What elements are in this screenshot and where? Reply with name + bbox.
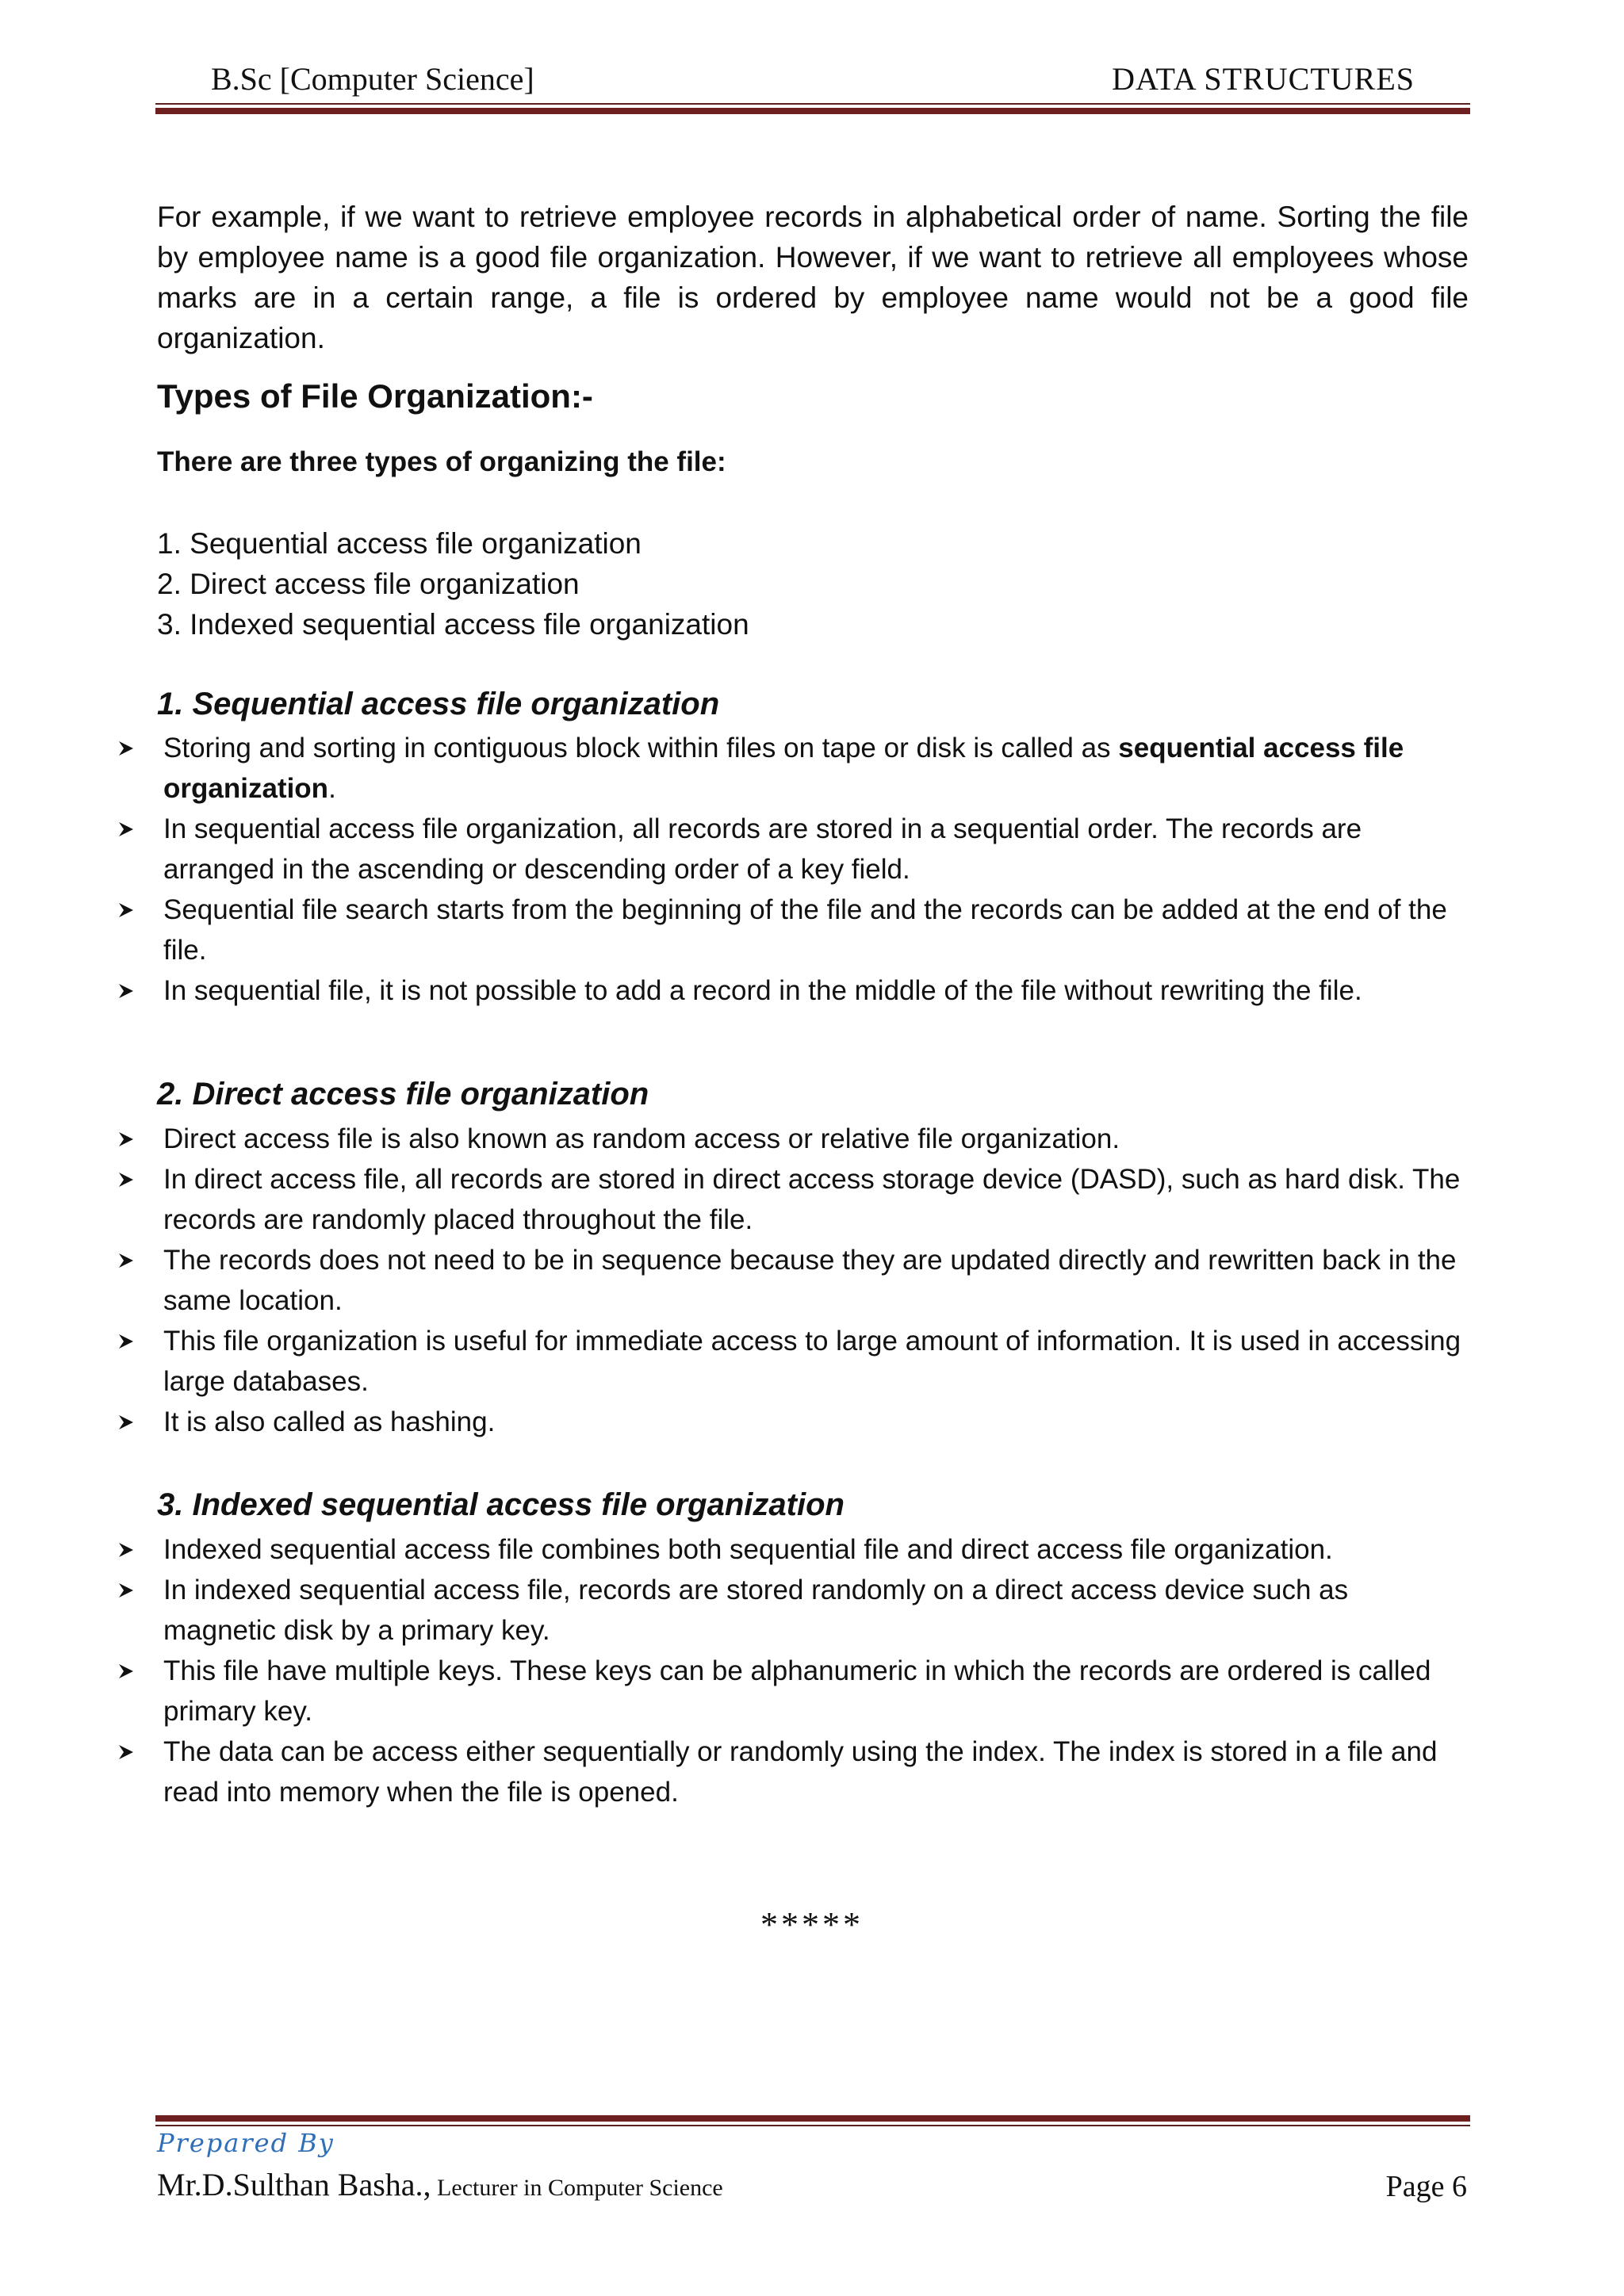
bullet-bold-term: sequential access file organization xyxy=(163,733,1404,804)
arrow-bullet-icon xyxy=(117,982,135,1000)
list-item xyxy=(117,1240,1465,1321)
list-item xyxy=(117,728,1465,809)
arrow-bullet-icon xyxy=(117,740,135,757)
arrow-bullet-icon xyxy=(117,1541,135,1559)
header-subject: DATA STRUCTURES xyxy=(1112,61,1415,97)
direct-bullets xyxy=(117,1119,1465,1442)
sequential-bullets xyxy=(117,728,1465,1011)
bullet-text: In indexed sequential access file, records are stored randomly on a direct access device such as magnetic disk by a primary key. xyxy=(163,1575,1349,1646)
end-marker: ***** xyxy=(760,1905,864,1944)
bullet-text: Sequential file search starts from the beginning of the file and the records can be added at the end of the file. xyxy=(163,894,1447,966)
types-heading: Types of File Organization:- xyxy=(157,377,593,415)
page-number: Page 6 xyxy=(1385,2170,1467,2203)
list-item xyxy=(117,970,1465,1011)
prepared-by-label: Prepared By xyxy=(157,2128,335,2158)
arrow-bullet-icon xyxy=(117,901,135,919)
list-item xyxy=(117,1159,1465,1240)
bullet-text: Storing and sorting in contiguous block within files on tape or disk is called as xyxy=(163,733,1119,763)
section-title-sequential: 1. Sequential access file organization xyxy=(157,687,720,721)
header-rule-thick xyxy=(155,108,1470,114)
section-title-indexed: 3. Indexed sequential access file organization xyxy=(157,1487,845,1522)
list-item: 2. Direct access file organization xyxy=(157,568,580,600)
list-item xyxy=(117,1402,1465,1442)
arrow-bullet-icon xyxy=(117,1333,135,1350)
bullet-text: Direct access file is also known as random access or relative file organization. xyxy=(163,1123,1120,1154)
arrow-bullet-icon xyxy=(117,1582,135,1599)
author-line xyxy=(157,2166,723,2203)
arrow-bullet-icon xyxy=(117,821,135,838)
arrow-bullet-icon xyxy=(117,1131,135,1148)
types-lead: There are three types of organizing the file: xyxy=(157,446,726,477)
arrow-bullet-icon xyxy=(117,1171,135,1188)
intro-paragraph: For example, if we want to retrieve employee records in alphabetical order of name. Sorting the file by employee name is a good file organization. However, if we want to retrieve all employees whose marks are in a certain range, a file is ordered by employee name would not be a good file organization. xyxy=(157,201,1469,354)
list-item xyxy=(117,890,1465,970)
bullet-text: In direct access file, all records are stored in direct access storage device (DASD), such as hard disk. The records are randomly placed throughout the file. xyxy=(163,1164,1461,1235)
list-item: 1. Sequential access file organization xyxy=(157,527,642,560)
footer-rule-thin xyxy=(155,2125,1470,2126)
arrow-bullet-icon xyxy=(117,1414,135,1431)
author-name: Mr.D.Sulthan Basha., xyxy=(157,2167,431,2202)
bullet-text: The records does not need to be in sequence because they are updated directly and rewritten back in the same location. xyxy=(163,1245,1457,1316)
list-item xyxy=(117,1529,1465,1570)
arrow-bullet-icon xyxy=(117,1252,135,1269)
list-item xyxy=(117,1651,1465,1732)
bullet-text: It is also called as hashing. xyxy=(163,1406,496,1437)
header-rule-thin xyxy=(155,103,1470,105)
footer-rule-thick xyxy=(155,2115,1470,2122)
bullet-text: This file have multiple keys. These keys can be alphanumeric in which the records are ordered is called primary key. xyxy=(163,1655,1431,1727)
list-item xyxy=(117,1321,1465,1402)
header-course: B.Sc [Computer Science] xyxy=(211,61,534,97)
bullet-text: The data can be access either sequentially or randomly using the index. The index is stored in a file and read into memory when the file is opened. xyxy=(163,1736,1438,1808)
bullet-text-end: . xyxy=(328,773,336,804)
list-item xyxy=(117,809,1465,890)
arrow-bullet-icon xyxy=(117,1743,135,1761)
list-item xyxy=(117,1732,1465,1812)
types-list xyxy=(157,523,749,645)
list-item: 3. Indexed sequential access file organization xyxy=(157,608,749,641)
list-item xyxy=(117,1570,1465,1651)
bullet-text: Indexed sequential access file combines both sequential file and direct access file organization. xyxy=(163,1534,1333,1565)
indexed-bullets xyxy=(117,1529,1465,1812)
bullet-text: In sequential file, it is not possible to add a record in the middle of the file without rewriting the file. xyxy=(163,975,1362,1006)
arrow-bullet-icon xyxy=(117,1663,135,1680)
bullet-text: This file organization is useful for immediate access to large amount of information. It is used in accessing large databases. xyxy=(163,1326,1461,1397)
section-title-direct: 2. Direct access file organization xyxy=(157,1077,649,1112)
list-item xyxy=(117,1119,1465,1159)
bullet-text: In sequential access file organization, all records are stored in a sequential order. The records are arranged in the ascending or descending order of a key field. xyxy=(163,813,1362,885)
author-role: Lecturer in Computer Science xyxy=(431,2175,723,2201)
